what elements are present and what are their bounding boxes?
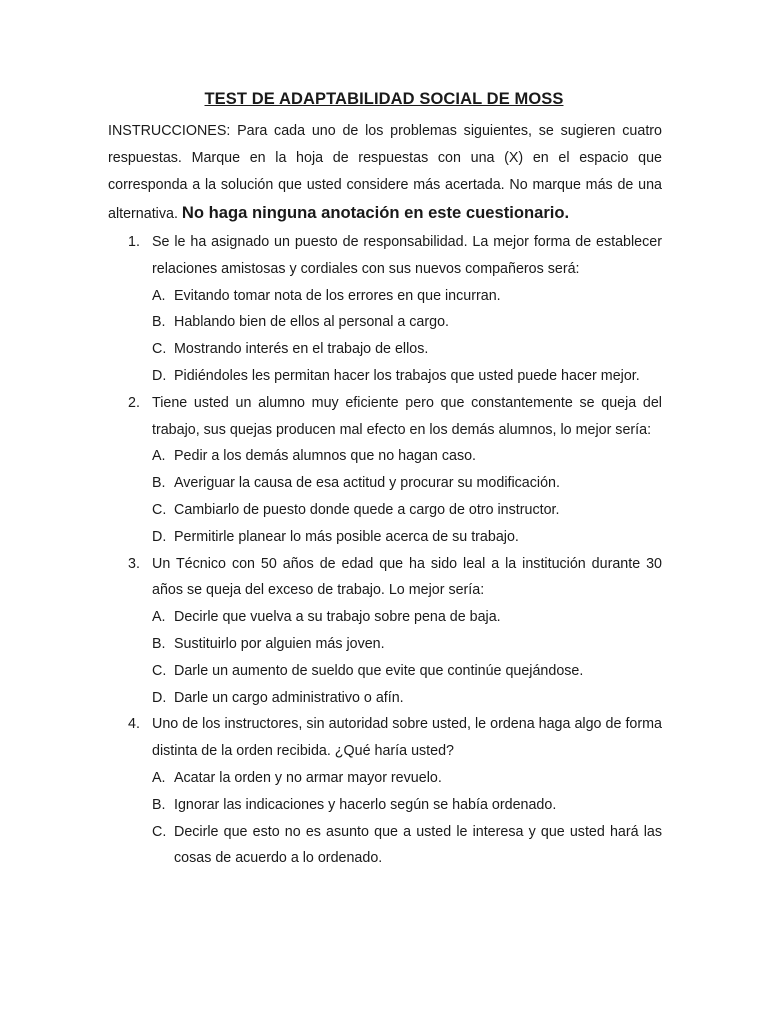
option-text: Decirle que esto no es asunto que a usted le interesa y que usted hará las cosas de acuerdo a lo ordenado.	[174, 823, 662, 867]
option-letter: C.	[152, 341, 167, 358]
page-title: TEST DE ADAPTABILIDAD SOCIAL DE MOSS	[204, 90, 564, 108]
instructions-emphasis: No haga ninguna anotación en este cuestionario.	[181, 203, 570, 222]
option-letter: D.	[152, 689, 167, 706]
question-item	[108, 551, 662, 712]
option-letter: A.	[152, 769, 166, 786]
question-text: Se le ha asignado un puesto de responsabilidad. La mejor forma de establecer relaciones amistosas y cordiales con sus nuevos compañeros será:	[152, 234, 662, 277]
option-text: Mostrando interés en el trabajo de ellos.	[174, 341, 429, 358]
answer-option	[152, 631, 662, 658]
option-text: Decirle que vuelva a su trabajo sobre pena de baja.	[174, 609, 501, 626]
option-text: Darle un cargo administrativo o afín.	[174, 689, 404, 706]
option-letter: D.	[152, 528, 167, 545]
option-text: Acatar la orden y no armar mayor revuelo.	[174, 769, 442, 786]
option-text: Hablando bien de ellos al personal a cargo.	[174, 314, 450, 331]
option-letter: B.	[152, 314, 166, 331]
question-item	[108, 711, 662, 872]
question-number: 2.	[128, 394, 140, 411]
option-letter: A.	[152, 448, 166, 465]
answer-option	[152, 497, 662, 524]
answer-option	[152, 309, 662, 336]
option-text: Darle un aumento de sueldo que evite que continúe quejándose.	[174, 662, 584, 679]
answer-option	[152, 604, 662, 631]
option-letter: B.	[152, 475, 166, 492]
question-number: 4.	[128, 716, 140, 733]
answer-option	[152, 524, 662, 551]
option-text: Pidiéndoles les permitan hacer los trabajos que usted puede hacer mejor.	[174, 367, 640, 384]
question-text: Un Técnico con 50 años de edad que ha sido leal a la institución durante 30 años se queja del exceso de trabajo. Lo mejor sería:	[152, 555, 662, 599]
option-letter: D.	[152, 367, 167, 384]
option-text: Sustituirlo por alguien más joven.	[174, 635, 385, 652]
question-list	[108, 229, 662, 872]
answer-option	[152, 470, 662, 497]
answer-option	[152, 819, 662, 873]
question-number: 1.	[128, 234, 140, 250]
answer-option	[152, 765, 662, 792]
question-item	[108, 229, 662, 390]
question-item	[108, 390, 662, 551]
answer-option	[152, 363, 662, 390]
question-number: 3.	[128, 555, 140, 572]
option-letter: B.	[152, 796, 166, 813]
option-letter: C.	[152, 501, 167, 518]
option-text: Ignorar las indicaciones y hacerlo según se había ordenado.	[174, 796, 557, 813]
instructions-text: INSTRUCCIONES: Para cada uno de los problemas siguientes, se sugieren cuatro respuestas. Marque en la hoja de respuestas con una (X) en el espacio que corresponda a la solución que usted considere más acertada. No marque más de una alternativa.	[108, 123, 662, 222]
option-text: Permitirle planear lo más posible acerca de su trabajo.	[174, 528, 519, 545]
option-letter: B.	[152, 635, 166, 652]
option-letter: A.	[152, 609, 166, 626]
answer-option	[152, 658, 662, 685]
answer-option	[152, 792, 662, 819]
option-text: Evitando tomar nota de los errores en que incurran.	[174, 287, 501, 304]
instructions-paragraph	[108, 118, 662, 228]
option-text: Pedir a los demás alumnos que no hagan caso.	[174, 448, 477, 465]
option-text: Averiguar la causa de esa actitud y procurar su modificación.	[174, 475, 560, 492]
option-letter: A.	[152, 287, 166, 304]
answer-option	[152, 685, 662, 712]
question-text: Tiene usted un alumno muy eficiente pero que constantemente se queja del trabajo, sus quejas producen mal efecto en los demás alumnos, lo mejor sería:	[152, 394, 662, 438]
option-letter: C.	[152, 662, 167, 679]
answer-option	[152, 443, 662, 470]
question-text: Uno de los instructores, sin autoridad sobre usted, le ordena haga algo de forma distinta de la orden recibida. ¿Qué haría usted?	[152, 716, 662, 760]
answer-option	[152, 283, 662, 310]
option-text: Cambiarlo de puesto donde quede a cargo de otro instructor.	[174, 501, 560, 518]
option-letter: C.	[152, 823, 167, 840]
answer-option	[152, 336, 662, 363]
